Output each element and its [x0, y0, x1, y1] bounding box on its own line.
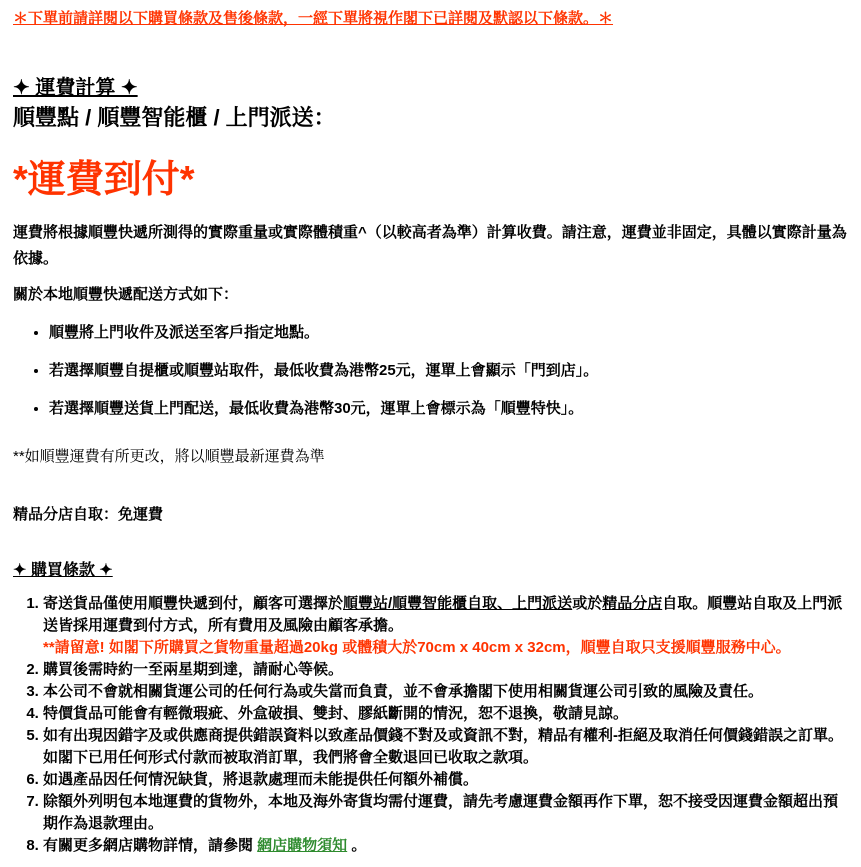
list-item: • 順豐將上門收件及派送至客戶指定地點。 — [49, 322, 847, 343]
shipping-methods-subheader: 順豐點 / 順豐智能櫃 / 上門派送： — [13, 105, 336, 130]
terms-item-8 — [43, 835, 847, 857]
shipping-section-header-text: ✦ 運費計算 ✦ — [13, 77, 138, 99]
purchase-terms-list — [13, 593, 847, 857]
terms-item-8-part2: 。 — [347, 837, 367, 854]
online-store-shopping-guide-link[interactable]: 網店購物須知 — [257, 837, 348, 854]
terms-item-1-underlined-boutique: 精品分店 — [602, 595, 663, 612]
freight-collect-title: *運費到付* — [13, 159, 195, 201]
terms-item-3: 3. 本公司不會就相關貨運公司的任何行為或失當而負責，並不會承擔閣下使用相關貨運公司引致的風險及責任。 — [43, 681, 847, 703]
purchase-terms-header-text: ✦ 購買條款 ✦ — [13, 562, 113, 579]
delivery-methods-list — [13, 322, 847, 419]
top-purchase-notice: ＊下單前請詳閱以下購買條款及售後條款，一經下單將視作閣下已詳閱及默認以下條款。＊ — [13, 10, 614, 27]
local-delivery-methods-intro: 關於本地順豐快遞配送方式如下： — [13, 286, 239, 303]
weight-size-limit-warning: **請留意! 如閣下所購買之貨物重量超過20kg 或體積大於70cm x 40cm x 32cm，順豐自取只支援順豐服務中心。 — [43, 639, 791, 656]
terms-item-6: 6. 如遇產品因任何情況缺貨，將退款處理而未能提供任何額外補償。 — [43, 769, 847, 791]
shipping-section-header — [13, 76, 847, 100]
purchase-terms-header — [13, 561, 847, 581]
terms-item-1-part1: 寄送貨品僅使用順豐快遞到付，顧客可選擇於 — [43, 595, 344, 612]
terms-item-7: 7. 除額外列明包本地運費的貨物外，本地及海外寄貨均需付運費，請先考慮運費金額再作下單，恕不接受因運費金額超出預期作為退款理由。 — [43, 791, 847, 835]
terms-item-8-part1: 有關更多網店購物詳情，請參閱 — [43, 837, 258, 854]
terms-item-1 — [43, 593, 847, 659]
terms-item-2: 2. 購買後需時約一至兩星期到達，請耐心等候。 — [43, 659, 847, 681]
terms-item-1-part3: 自取。順豐站自取及上門派送皆採用運費到付方式，所有費用及風險由顧客承擔。 — [43, 595, 843, 634]
terms-item-4: 4. 特價貨品可能會有輕微瑕疵、外盒破損、雙封、膠紙斷開的情況，恕不退換，敬請見諒。 — [43, 703, 847, 725]
shipping-fee-intro-paragraph: 運費將根據順豐快遞所測得的實際重量或實際體積重^（以較高者為準）計算收費。請注意，運費並非固定，具體以實際計量為依據。 — [13, 224, 847, 267]
terms-item-1-underlined-pickup-options: 順豐站/順豐智能櫃自取、上門派送 — [343, 595, 573, 612]
terms-item-5: 5. 如有出現因錯字及或供應商提供錯誤資料以致產品價錢不對及或資訊不對，精品有權利-拒絕及取消任何價錢錯誤之訂單。如閣下已用任何形式付款而被取消訂單，我們將會全數退回已收取之款項。 — [43, 725, 847, 769]
store-pickup-free-shipping-note: 精品分店自取：免運費 — [13, 506, 164, 523]
sf-fee-update-note: **如順豐運費有所更改，將以順豐最新運費為準 — [13, 448, 325, 465]
terms-item-1-part2: 或於 — [572, 595, 603, 612]
list-item: • 若選擇順豐自提櫃或順豐站取件，最低收費為港幣25元，運單上會顯示「門到店」。 — [49, 360, 847, 381]
list-item: • 若選擇順豐送貨上門配送，最低收費為港幣30元，運單上會標示為「順豐特快」。 — [49, 398, 847, 419]
